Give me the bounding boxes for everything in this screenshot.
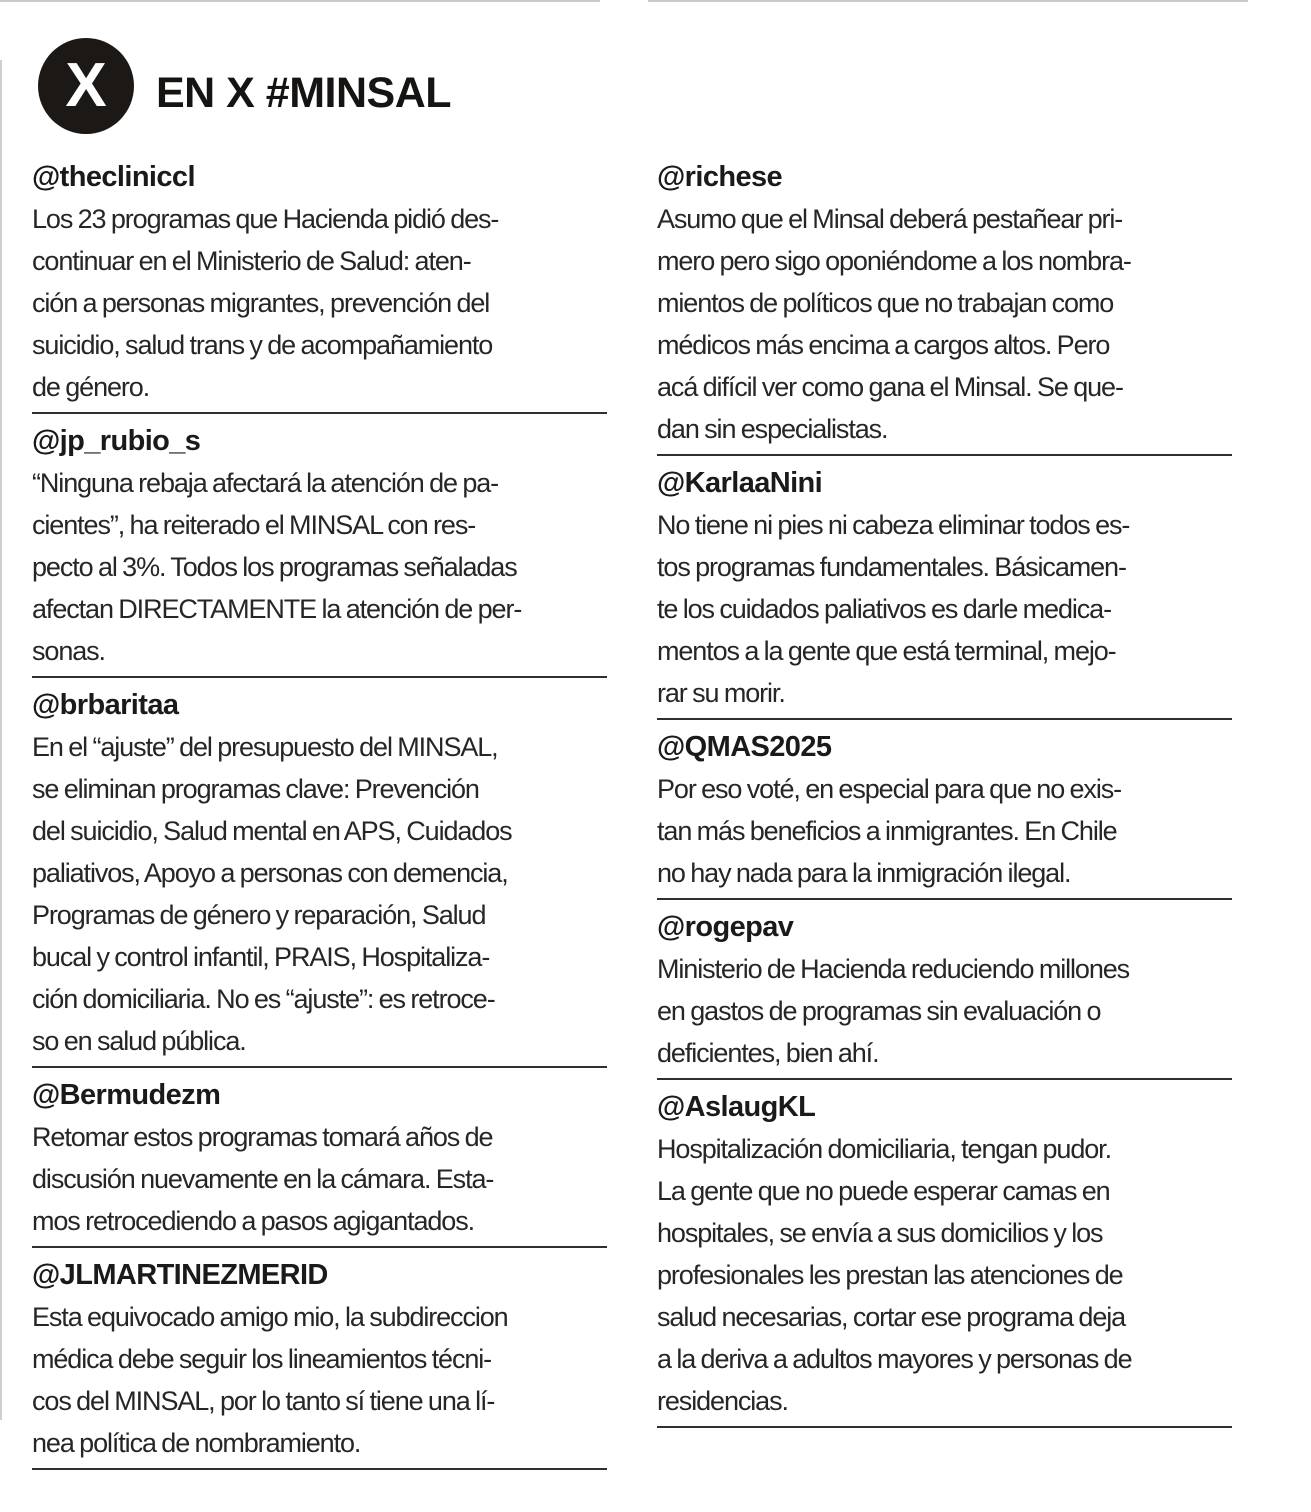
post-line: cos del MINSAL, por lo tanto sí tiene una lí- (32, 1386, 495, 1416)
post-line: rar su morir. (657, 678, 785, 708)
right-column (657, 156, 1232, 1434)
post-line: Hospitalización domiciliaria, tengan pudor. (657, 1134, 1111, 1164)
post-line: Por eso voté, en especial para que no exis- (657, 774, 1122, 804)
section-title: EN X #MINSAL (156, 68, 452, 117)
post-text (32, 198, 607, 408)
post-text (657, 1128, 1232, 1422)
post-line: suicidio, salud trans y de acompañamiento (32, 330, 493, 360)
post-brbaritaa (32, 684, 607, 1068)
post-qmas2025 (657, 726, 1232, 900)
post-line: continuar en el Ministerio de Salud: aten- (32, 246, 471, 276)
post-line: se eliminan programas clave: Prevención (32, 774, 479, 804)
post-line: mentos a la gente que está terminal, mejo- (657, 636, 1116, 666)
post-text (32, 1296, 607, 1464)
post-line: no hay nada para la inmigración ilegal. (657, 858, 1071, 888)
post-handle: @QMAS2025 (657, 731, 832, 763)
post-handle: @brbaritaa (32, 689, 179, 721)
post-handle: @thecliniccl (32, 161, 195, 193)
post-handle: @richese (657, 161, 783, 193)
post-line: ción a personas migrantes, prevención del (32, 288, 490, 318)
post-line: profesionales les prestan las atenciones de (657, 1260, 1123, 1290)
post-line: médicos más encima a cargos altos. Pero (657, 330, 1110, 360)
post-line: en gastos de programas sin evaluación o (657, 996, 1101, 1026)
post-line: a la deriva a adultos mayores y personas de (657, 1344, 1132, 1374)
top-rule-left (0, 0, 600, 2)
post-line: “Ninguna rebaja afectará la atención de pa- (32, 468, 499, 498)
post-line: Los 23 programas que Hacienda pidió des- (32, 204, 499, 234)
post-jlmartinezmerid (32, 1254, 607, 1470)
page-edge-line (0, 60, 2, 1420)
post-text (657, 198, 1232, 450)
post-line: so en salud pública. (32, 1026, 246, 1056)
post-line: La gente que no puede esperar camas en (657, 1176, 1110, 1206)
post-bermudezm (32, 1074, 607, 1248)
post-text (32, 1116, 607, 1242)
post-handle: @KarlaaNini (657, 467, 823, 499)
post-line: dan sin especialistas. (657, 414, 888, 444)
post-line: mero pero sigo oponiéndome a los nombra- (657, 246, 1131, 276)
post-line: residencias. (657, 1386, 788, 1416)
post-line: Retomar estos programas tomará años de (32, 1122, 493, 1152)
post-line: te los cuidados paliativos es darle medica- (657, 594, 1111, 624)
section-header (38, 38, 451, 134)
post-handle: @AslaugKL (657, 1091, 816, 1123)
post-line: mos retrocediendo a pasos agigantados. (32, 1206, 475, 1236)
post-text (657, 768, 1232, 894)
post-line: acá difícil ver como gana el Minsal. Se que- (657, 372, 1123, 402)
post-line: hospitales, se envía a sus domicilios y los (657, 1218, 1103, 1248)
post-rogepav (657, 906, 1232, 1080)
post-line: En el “ajuste” del presupuesto del MINSAL, (32, 732, 498, 762)
post-handle: @Bermudezm (32, 1079, 221, 1111)
post-line: ción domiciliaria. No es “ajuste”: es retroce- (32, 984, 495, 1014)
post-line: afectan DIRECTAMENTE la atención de per- (32, 594, 522, 624)
post-line: sonas. (32, 636, 105, 666)
post-line: de género. (32, 372, 150, 402)
post-line: nea política de nombramiento. (32, 1428, 361, 1458)
post-line: pecto al 3%. Todos los programas señaladas (32, 552, 517, 582)
post-line: cientes”, ha reiterado el MINSAL con res- (32, 510, 476, 540)
post-line: tan más beneficios a inmigrantes. En Chile (657, 816, 1117, 846)
post-line: discusión nuevamente en la cámara. Esta- (32, 1164, 494, 1194)
post-handle: @rogepav (657, 911, 794, 943)
post-jp-rubio-s (32, 420, 607, 678)
post-handle: @jp_rubio_s (32, 425, 201, 457)
post-line: bucal y control infantil, PRAIS, Hospitaliza- (32, 942, 490, 972)
top-rule-right (648, 0, 1248, 2)
post-line: salud necesarias, cortar ese programa deja (657, 1302, 1126, 1332)
post-text (32, 462, 607, 672)
post-line: Programas de género y reparación, Salud (32, 900, 486, 930)
post-richese (657, 156, 1232, 456)
post-line: deficientes, bien ahí. (657, 1038, 879, 1068)
post-line: No tiene ni pies ni cabeza eliminar todos es- (657, 510, 1130, 540)
post-line: Esta equivocado amigo mio, la subdireccion (32, 1302, 508, 1332)
post-handle: @JLMARTINEZMERID (32, 1259, 328, 1291)
post-line: mientos de políticos que no trabajan como (657, 288, 1114, 318)
post-line: paliativos, Apoyo a personas con demencia, (32, 858, 508, 888)
post-line: Ministerio de Hacienda reduciendo millones (657, 954, 1130, 984)
x-logo-letter: X (65, 51, 107, 120)
post-text (657, 948, 1232, 1074)
left-column (32, 156, 607, 1476)
post-aslaugkl (657, 1086, 1232, 1428)
x-logo-icon (38, 38, 134, 134)
post-thecliniccl (32, 156, 607, 414)
post-line: del suicidio, Salud mental en APS, Cuidados (32, 816, 512, 846)
post-text (657, 504, 1232, 714)
post-line: Asumo que el Minsal deberá pestañear pri- (657, 204, 1123, 234)
post-line: tos programas fundamentales. Básicamen- (657, 552, 1126, 582)
post-line: médica debe seguir los lineamientos técni- (32, 1344, 492, 1374)
post-karlaanini (657, 462, 1232, 720)
post-text (32, 726, 607, 1062)
